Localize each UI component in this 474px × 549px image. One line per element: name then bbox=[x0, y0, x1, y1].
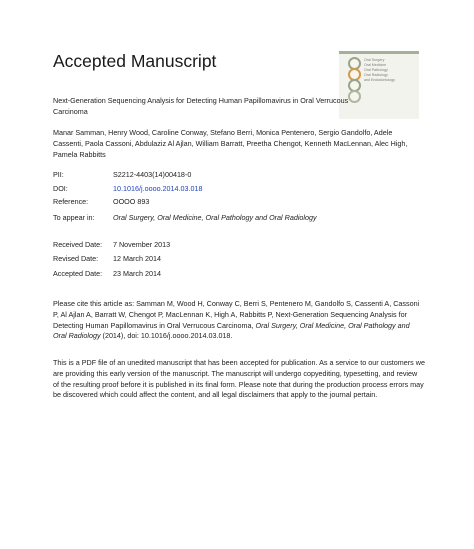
revised-date-value: 12 March 2014 bbox=[113, 254, 161, 263]
received-date-label: Received Date: bbox=[53, 240, 103, 249]
pii-label: PII: bbox=[53, 170, 64, 179]
received-date-value: 7 November 2013 bbox=[113, 240, 171, 249]
accepted-date-value: 23 March 2014 bbox=[113, 269, 161, 278]
citation-doi: (2014), doi: 10.1016/j.oooo.2014.03.018. bbox=[102, 331, 233, 341]
cover-line: Oral Pathology bbox=[364, 68, 388, 72]
revised-date-label: Revised Date: bbox=[53, 254, 99, 263]
to-appear-label: To appear in: bbox=[53, 213, 95, 222]
author-list: Manar Samman, Henry Wood, Caroline Conway, Stefano Berri, Monica Pentenero, Sergio Gandolfo, Adele Cassenti, Paola Cassoni, Abdulaziz Al Ajlan, William Barratt, Preetha Chengot, Kenneth MacLennan, Alec High, Pamela Rabbitts bbox=[53, 128, 408, 159]
reference-label: Reference: bbox=[53, 197, 89, 206]
cover-line: and Endodontology bbox=[364, 78, 395, 82]
cover-journal-title bbox=[364, 58, 416, 83]
cover-line: Oral Medicine bbox=[364, 63, 387, 67]
doi-link[interactable]: 10.1016/j.oooo.2014.03.018 bbox=[113, 184, 203, 193]
pii-value: S2212-4403(14)00418-0 bbox=[113, 170, 192, 179]
doi-label: DOI: bbox=[53, 184, 68, 193]
citation-text: Please cite this article as: Samman M, Wood H, Conway C, Berri S, Pentenero M, Gandolfo S, Cassenti A, Cassoni P, Al Ajlan A, Barratt W, Chengot P, MacLennan K, High A, Rabbitts P, Next-Generation Sequencing Analysis for Detecting Human Papillomavirus in Oral Verrucous Carcinoma, bbox=[53, 299, 420, 330]
journal-name: Oral Surgery, Oral Medicine, Oral Pathology and Oral Radiology bbox=[113, 213, 317, 222]
accepted-date-label: Accepted Date: bbox=[53, 269, 103, 278]
citation-journal: Oral Surgery, Oral Medicine, Oral Pathology and Oral Radiology bbox=[53, 320, 410, 341]
citation-paragraph bbox=[53, 299, 425, 342]
cover-top-bar bbox=[339, 51, 419, 54]
cover-line: Oral Radiology bbox=[364, 73, 388, 77]
cover-line: Oral Surgery bbox=[364, 58, 385, 62]
reference-value: OOOO 893 bbox=[113, 197, 150, 206]
disclaimer-paragraph: This is a PDF file of an unedited manuscript that has been accepted for publication. As a service to our customers we are providing this early version of the manuscript. The manuscript will undergo copyediting, typesetting, and review of the resulting proof before it is published in its final form. Please note that during the production process errors may be discovered which could affect the content, and all legal disclaimers that apply to the journal pertain. bbox=[53, 358, 425, 400]
accepted-manuscript-heading: Accepted Manuscript bbox=[53, 51, 217, 71]
article-title: Next-Generation Sequencing Analysis for Detecting Human Papillomavirus in Oral Verrucous Carcinoma bbox=[53, 96, 349, 116]
